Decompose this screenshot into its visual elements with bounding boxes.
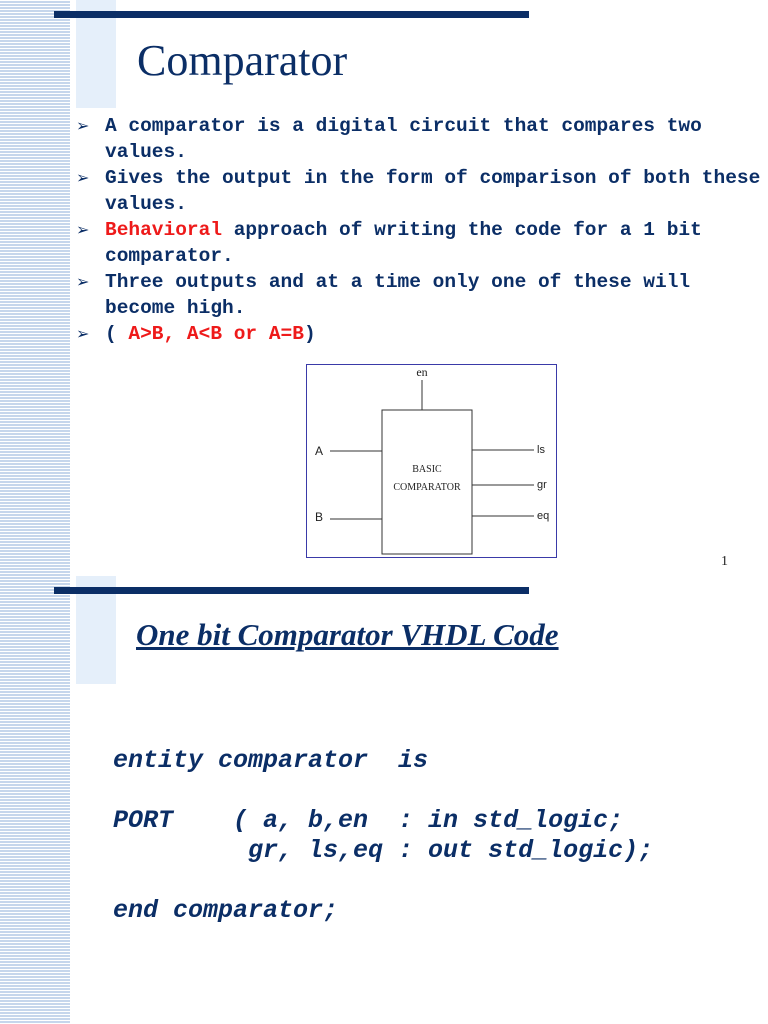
- block-label-line2: COMPARATOR: [393, 482, 461, 493]
- code-line: [113, 866, 653, 896]
- bullet-text: approach of writing the code for a 1 bit comparator.: [105, 219, 702, 267]
- block-label-line1: BASIC: [412, 464, 442, 475]
- output-gr-label: gr: [537, 479, 547, 491]
- bullet-text: Three outputs and at a time only one of these will become high.: [105, 271, 691, 319]
- arrow-bullet-icon: ➢: [76, 116, 90, 135]
- highlight-text: Behavioral: [105, 219, 223, 241]
- highlight-text: A>B, A<B or A=B: [128, 323, 304, 345]
- bullet-item: [76, 321, 766, 347]
- code-line: PORT ( a, b,en : in std_logic;: [113, 806, 624, 835]
- input-b-label: B: [315, 510, 324, 524]
- enable-label: en: [416, 365, 428, 379]
- code-line: gr, ls,eq : out std_logic);: [113, 836, 654, 865]
- title-bar-slide2: [54, 587, 529, 594]
- title-bar-slide1: [54, 11, 529, 18]
- decorative-stripes: [0, 0, 70, 1024]
- bullet-text: Gives the output in the form of comparison of both these values.: [105, 167, 761, 215]
- slide2-title: One bit Comparator VHDL Code: [136, 617, 559, 652]
- comparator-diagram: [306, 364, 557, 558]
- page-number: 1: [721, 554, 728, 569]
- bullet-text: (: [105, 323, 129, 345]
- code-line: end comparator;: [113, 896, 339, 925]
- bullet-text: ): [303, 323, 316, 345]
- code-line: entity comparator is: [113, 746, 429, 775]
- slide-title: Comparator: [137, 36, 348, 85]
- arrow-bullet-icon: ➢: [76, 324, 90, 343]
- arrow-bullet-icon: ➢: [76, 220, 90, 239]
- bullet-item: [76, 165, 766, 217]
- bullet-item: [76, 113, 766, 165]
- bullet-list: [76, 113, 766, 347]
- input-a-label: A: [315, 444, 324, 458]
- output-ls-label: ls: [537, 444, 545, 456]
- bullet-text: A comparator is a digital circuit that compares two values.: [105, 115, 702, 163]
- code-line: [113, 776, 653, 806]
- output-eq-label: eq: [537, 510, 550, 522]
- vhdl-code-block: [113, 746, 653, 926]
- bullet-item: [76, 269, 766, 321]
- bullet-item: [76, 217, 766, 269]
- arrow-bullet-icon: ➢: [76, 272, 90, 291]
- arrow-bullet-icon: ➢: [76, 168, 90, 187]
